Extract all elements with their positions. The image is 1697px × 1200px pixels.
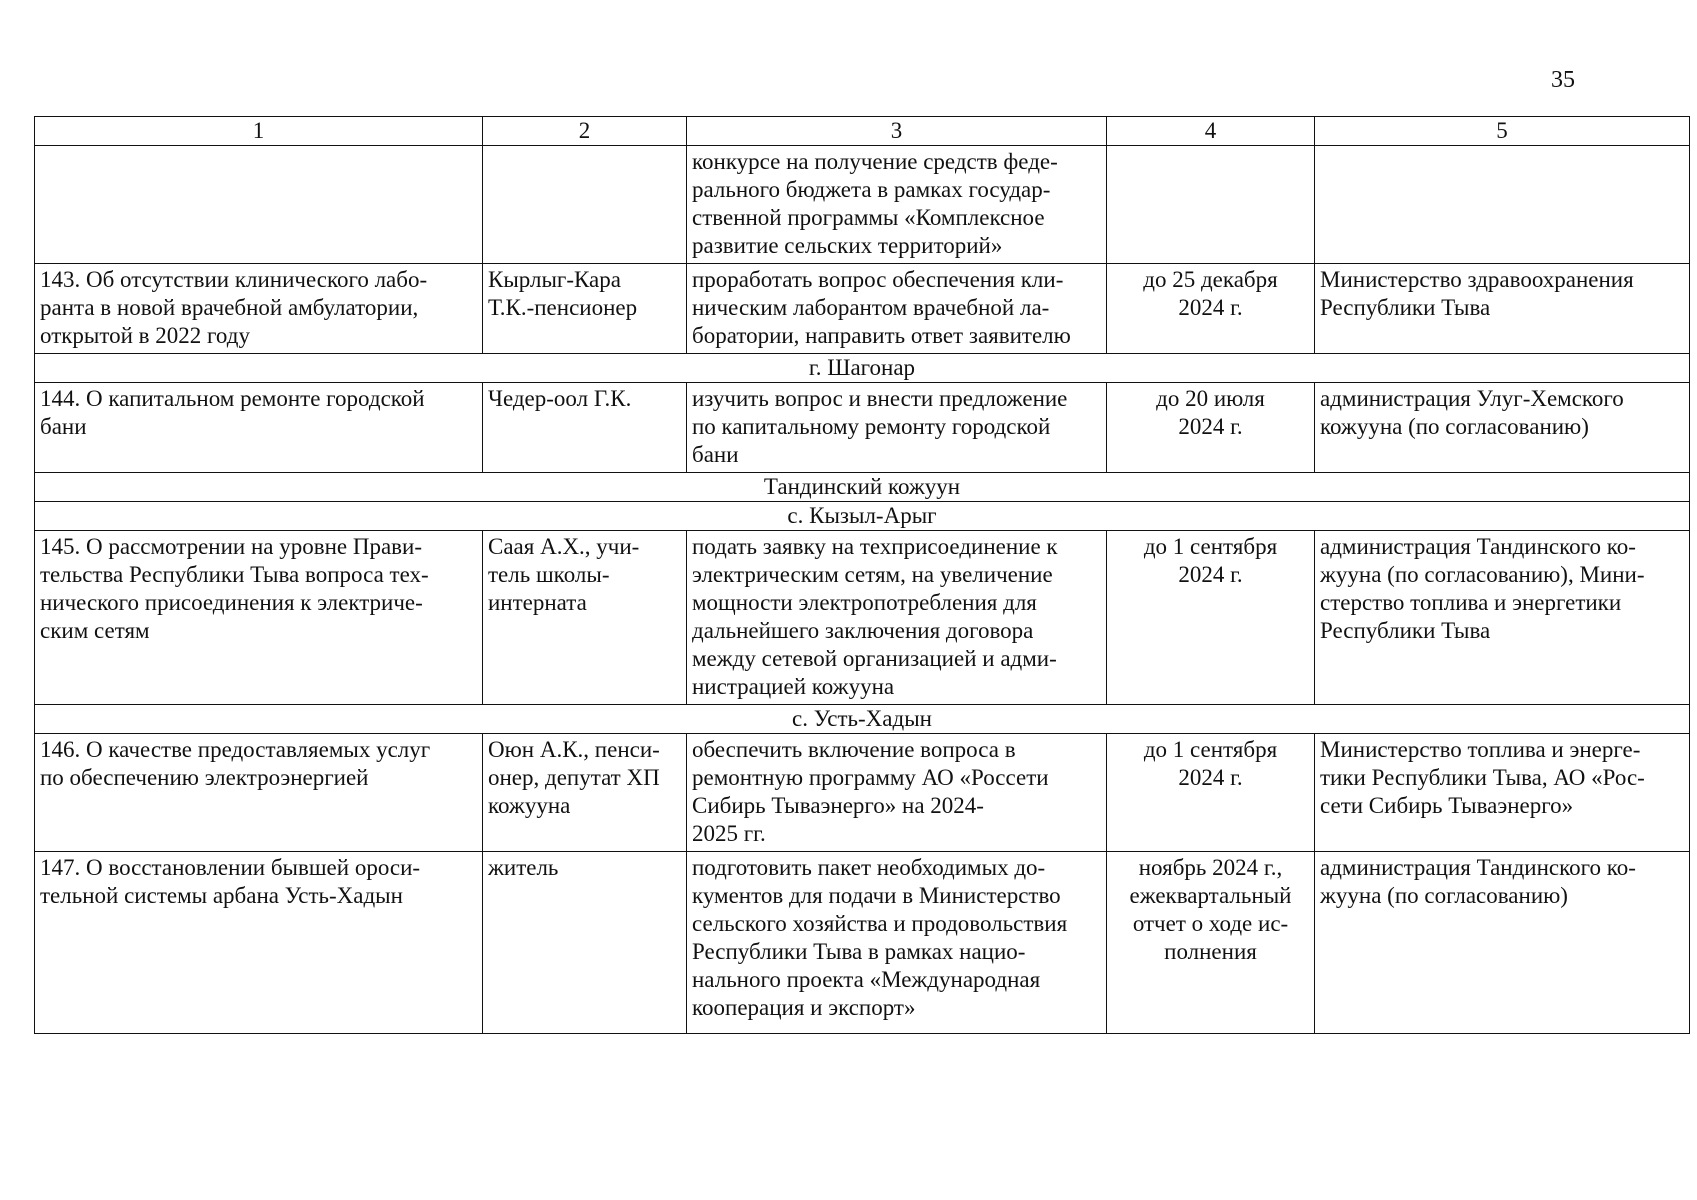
header-cell-1: 1 xyxy=(35,117,483,146)
table-row xyxy=(35,734,1690,852)
issue-cell xyxy=(35,146,483,264)
applicant-cell: Чедер-оол Г.К. xyxy=(483,383,687,473)
table-row xyxy=(35,383,1690,473)
applicant-cell: Кырлыг-Кара Т.К.-пенсионер xyxy=(483,264,687,354)
section-label: с. Усть-Хадын xyxy=(35,705,1690,734)
deadline-cell: до 25 декабря 2024 г. xyxy=(1107,264,1315,354)
applicant-cell xyxy=(483,146,687,264)
header-cell-4: 4 xyxy=(1107,117,1315,146)
measures-table xyxy=(34,116,1690,1034)
issue-cell: 147. О восстановлении бывшей ороси- тельной системы арбана Усть-Хадын xyxy=(35,852,483,1034)
action-cell: изучить вопрос и внести предложение по капитальному ремонту городской бани xyxy=(687,383,1107,473)
header-cell-3: 3 xyxy=(687,117,1107,146)
table-row xyxy=(35,146,1690,264)
section-label: Тандинский кожуун xyxy=(35,473,1690,502)
responsible-cell: администрация Улуг-Хемского кожууна (по согласованию) xyxy=(1315,383,1690,473)
table-row xyxy=(35,264,1690,354)
header-cell-5: 5 xyxy=(1315,117,1690,146)
deadline-cell: до 20 июля 2024 г. xyxy=(1107,383,1315,473)
action-cell: конкурсе на получение средств феде- рального бюджета в рамках государ- ственной программы «Комплексное развитие сельских территорий» xyxy=(687,146,1107,264)
deadline-cell: до 1 сентября 2024 г. xyxy=(1107,531,1315,705)
section-row xyxy=(35,705,1690,734)
responsible-cell: администрация Тандинского ко- жууна (по согласованию), Мини- стерство топлива и энергетики Республики Тыва xyxy=(1315,531,1690,705)
issue-cell: 146. О качестве предоставляемых услуг по обеспечению электроэнергией xyxy=(35,734,483,852)
issue-cell: 143. Об отсутствии клинического лабо- ранта в новой врачебной амбулатории, открытой в 2022 году xyxy=(35,264,483,354)
deadline-cell: ноябрь 2024 г., ежеквартальный отчет о ходе ис- полнения xyxy=(1107,852,1315,1034)
applicant-cell: житель xyxy=(483,852,687,1034)
deadline-cell xyxy=(1107,146,1315,264)
responsible-cell: Министерство топлива и энерге- тики Республики Тыва, АО «Рос- сети Сибирь Тываэнерго» xyxy=(1315,734,1690,852)
issue-cell: 144. О капитальном ремонте городской бани xyxy=(35,383,483,473)
deadline-cell: до 1 сентября 2024 г. xyxy=(1107,734,1315,852)
action-cell: проработать вопрос обеспечения кли- ническим лаборантом врачебной ла- боратории, направить ответ заявителю xyxy=(687,264,1107,354)
responsible-cell: Министерство здравоохранения Республики Тыва xyxy=(1315,264,1690,354)
applicant-cell: Саая А.Х., учи- тель школы- интерната xyxy=(483,531,687,705)
section-row xyxy=(35,502,1690,531)
header-cell-2: 2 xyxy=(483,117,687,146)
table-header-row xyxy=(35,117,1690,146)
responsible-cell xyxy=(1315,146,1690,264)
table-row xyxy=(35,531,1690,705)
section-row xyxy=(35,354,1690,383)
page-number: 35 xyxy=(1551,67,1575,93)
issue-cell: 145. О рассмотрении на уровне Прави- тельства Республики Тыва вопроса тех- нического присоединения к электриче- ским сетям xyxy=(35,531,483,705)
table-row xyxy=(35,852,1690,1034)
section-label: г. Шагонар xyxy=(35,354,1690,383)
applicant-cell: Оюн А.К., пенси- онер, депутат ХП кожууна xyxy=(483,734,687,852)
responsible-cell: администрация Тандинского ко- жууна (по согласованию) xyxy=(1315,852,1690,1034)
section-label: с. Кызыл-Арыг xyxy=(35,502,1690,531)
action-cell: подготовить пакет необходимых до- кументов для подачи в Министерство сельского хозяйства и продовольствия Республики Тыва в рамках нацио- нального проекта «Международная кооперация и экспорт» xyxy=(687,852,1107,1034)
action-cell: подать заявку на техприсоединение к электрическим сетям, на увеличение мощности электропотребления для дальнейшего заключения договора между сетевой организацией и адми- нистрацией кожууна xyxy=(687,531,1107,705)
section-row xyxy=(35,473,1690,502)
action-cell: обеспечить включение вопроса в ремонтную программу АО «Россети Сибирь Тываэнерго» на 2024- 2025 гг. xyxy=(687,734,1107,852)
